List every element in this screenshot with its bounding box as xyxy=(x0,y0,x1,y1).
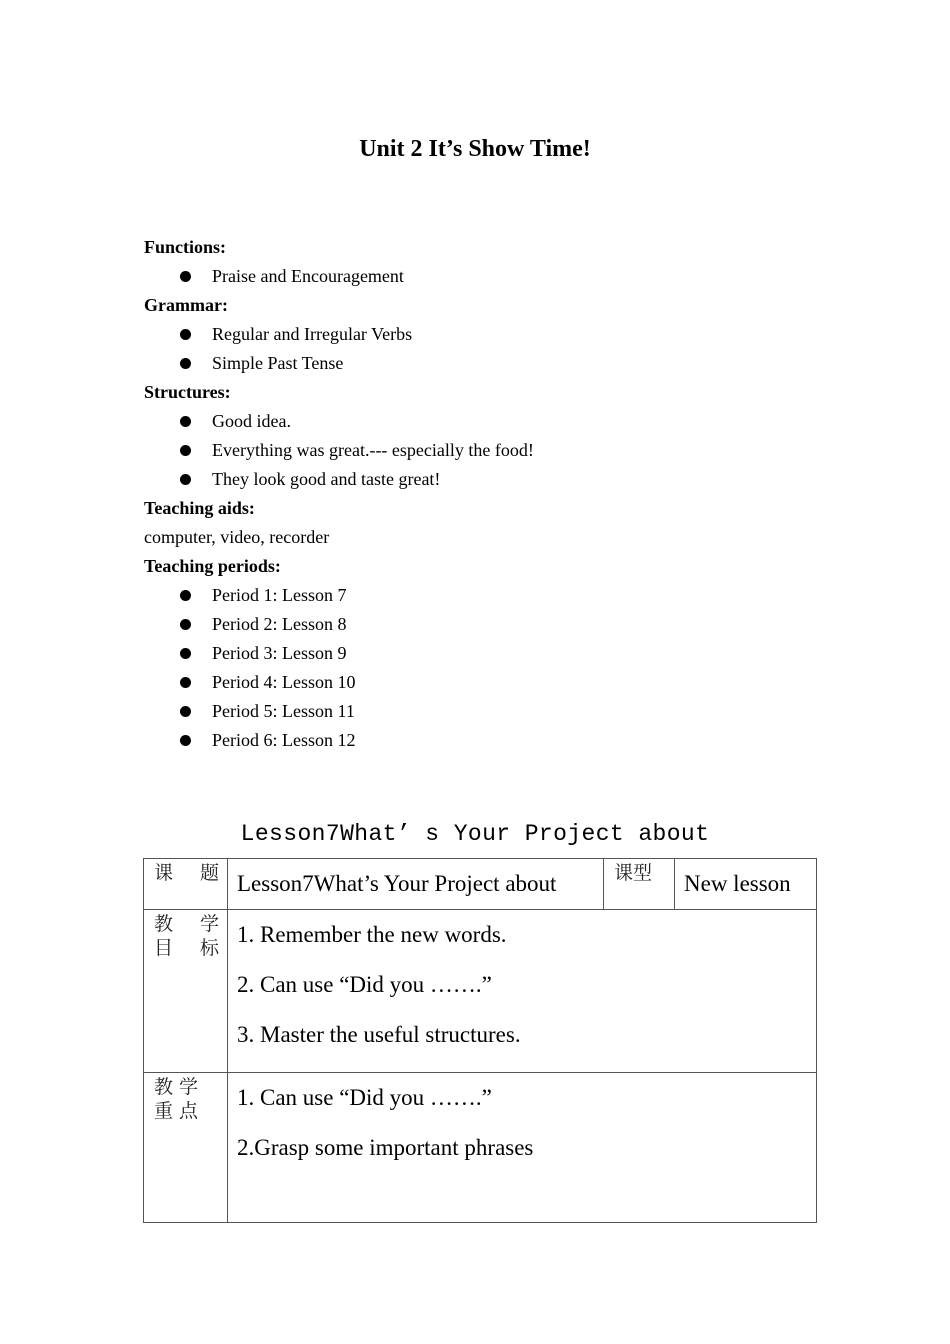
list-item: Simple Past Tense xyxy=(144,350,824,379)
list-item: Period 3: Lesson 9 xyxy=(144,640,824,669)
bullet-icon xyxy=(180,590,191,601)
list-item: Period 1: Lesson 7 xyxy=(144,582,824,611)
goal-item: 2. Can use “Did you …….” xyxy=(237,972,492,997)
focus-item: 1. Can use “Did you …….” xyxy=(237,1085,492,1110)
goals-cell xyxy=(228,910,817,1073)
list-item: Period 6: Lesson 12 xyxy=(144,727,824,756)
list-item: Everything was great.--- especially the food! xyxy=(144,437,824,466)
teaching-periods-heading: Teaching periods: xyxy=(144,556,281,576)
list-item: Period 2: Lesson 8 xyxy=(144,611,824,640)
unit-outline xyxy=(144,234,824,756)
teaching-aids-heading: Teaching aids: xyxy=(144,498,255,518)
lesson-heading: Lesson7What’ s Your Project about xyxy=(240,821,710,847)
page-title: Unit 2 It’s Show Time! xyxy=(359,136,591,162)
bullet-icon xyxy=(180,445,191,456)
list-item: Good idea. xyxy=(144,408,824,437)
table-row xyxy=(144,1073,817,1223)
list-item: Praise and Encouragement xyxy=(144,263,824,292)
bullet-icon xyxy=(180,677,191,688)
bullet-icon xyxy=(180,358,191,369)
teaching-periods-list xyxy=(144,582,824,756)
bullet-icon xyxy=(180,648,191,659)
bullet-icon xyxy=(180,271,191,282)
bullet-icon xyxy=(180,329,191,340)
grammar-list xyxy=(144,321,824,379)
structures-heading: Structures: xyxy=(144,382,231,402)
focus-label: 教 学 重 点 xyxy=(144,1073,228,1223)
goals-label: 教 学 目 标 xyxy=(144,910,228,1073)
functions-heading: Functions: xyxy=(144,237,227,257)
topic-label: 课 题 xyxy=(144,859,228,910)
focus-item: 2.Grasp some important phrases xyxy=(237,1135,534,1160)
table-row xyxy=(144,910,817,1073)
focus-cell xyxy=(228,1073,817,1223)
lesson-plan-table xyxy=(143,858,817,1223)
list-item: Period 5: Lesson 11 xyxy=(144,698,824,727)
bullet-icon xyxy=(180,416,191,427)
list-item: Regular and Irregular Verbs xyxy=(144,321,824,350)
goal-item: 1. Remember the new words. xyxy=(237,922,507,947)
structures-list xyxy=(144,408,824,495)
teaching-aids-text: computer, video, recorder xyxy=(144,527,330,547)
bullet-icon xyxy=(180,735,191,746)
grammar-heading: Grammar: xyxy=(144,295,228,315)
goal-item: 3. Master the useful structures. xyxy=(237,1022,521,1047)
list-item: They look good and taste great! xyxy=(144,466,824,495)
type-value: New lesson xyxy=(675,859,817,910)
bullet-icon xyxy=(180,706,191,717)
table-row xyxy=(144,859,817,910)
topic-value: Lesson7What’s Your Project about xyxy=(228,859,604,910)
type-label: 课型 xyxy=(604,859,675,910)
bullet-icon xyxy=(180,474,191,485)
list-item: Period 4: Lesson 10 xyxy=(144,669,824,698)
functions-list xyxy=(144,263,824,292)
bullet-icon xyxy=(180,619,191,630)
